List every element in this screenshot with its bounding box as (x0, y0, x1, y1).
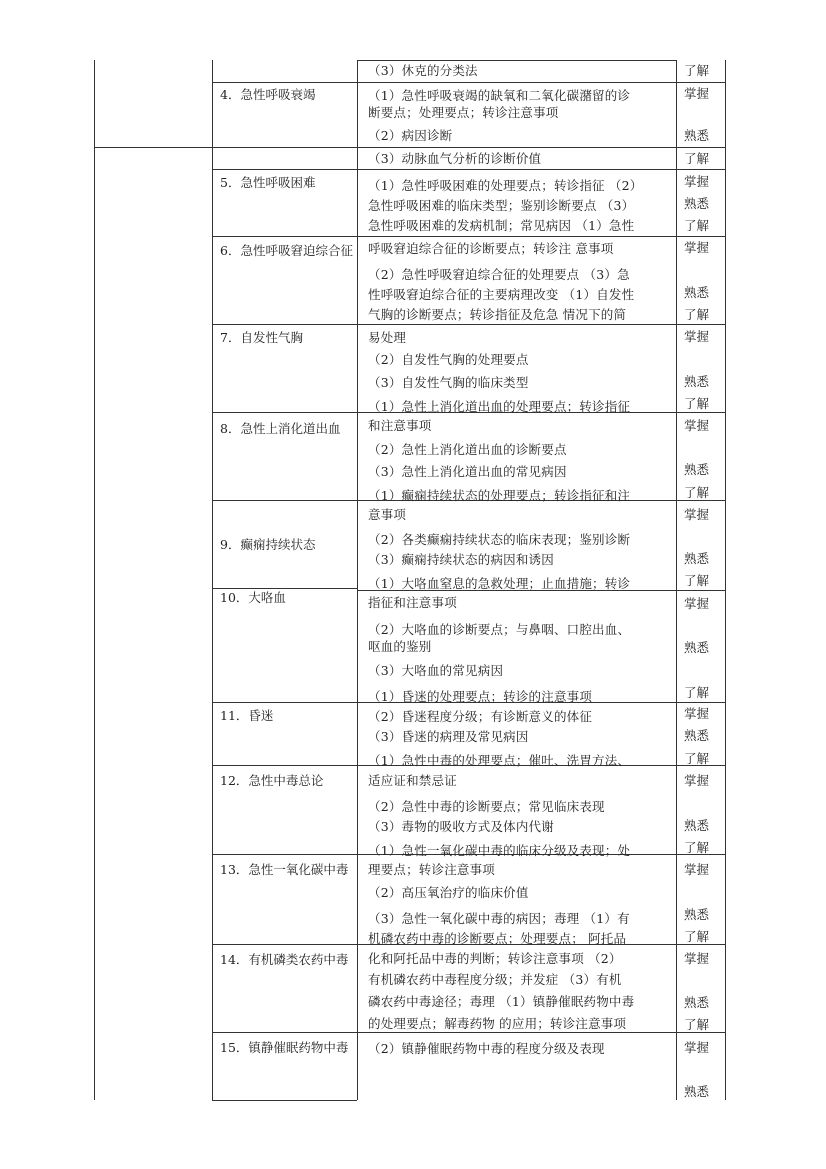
level-divider (676, 702, 726, 703)
content-line: 理要点；转诊注意事项 (368, 862, 496, 877)
level-label: 熟悉 (684, 728, 710, 743)
row-divider (212, 324, 357, 325)
content-line: 气胸的诊断要点；转诊指征及危急 情况下的简 (368, 307, 627, 322)
level-label: 掌握 (684, 86, 710, 101)
level-label: 掌握 (684, 862, 710, 877)
level-label: 了解 (684, 840, 710, 855)
row-divider (212, 169, 357, 170)
content-line: （1）急性上消化道出血的处理要点；转诊指征 (368, 399, 631, 414)
topic-cell: 6．急性呼吸窘迫综合征 (220, 243, 353, 258)
content-line: （3）急性上消化道出血的常见病因 (368, 464, 567, 479)
content-line: 意事项 (368, 507, 407, 522)
level-label: 掌握 (684, 418, 710, 433)
row-divider (212, 500, 357, 501)
content-line: （3）自发性气胸的临床类型 (368, 375, 529, 390)
content-line: （1）急性呼吸衰竭的缺氧和二氧化碳潴留的诊 (368, 88, 631, 103)
content-line: （3）昏迷的病理及常见病因 (368, 729, 529, 744)
topic-cell: 15．镇静催眠药物中毒 (220, 1040, 349, 1055)
row-divider (212, 944, 357, 945)
content-divider (357, 82, 677, 83)
level-label: 掌握 (684, 596, 710, 611)
level-label: 熟悉 (684, 285, 710, 300)
content-divider (357, 324, 677, 325)
content-line: 指征和注意事项 (368, 595, 457, 610)
content-line: （1）急性呼吸困难的处理要点；转诊指征 （2） (368, 178, 643, 193)
level-label: 熟悉 (684, 128, 710, 143)
level-label: 熟悉 (684, 196, 710, 211)
topic-cell: 8．急性上消化道出血 (220, 421, 341, 436)
content-line: （3）急性一氧化碳中毒的病因；毒理 （1）有 (368, 911, 630, 926)
level-divider (676, 590, 726, 591)
content-line: 的处理要点；解毒药物 的应用；转诊注意事项 (368, 1016, 627, 1031)
row-divider (212, 236, 357, 237)
content-line: （1）癫痫持续状态的处理要点；转诊指征和注 (368, 488, 631, 503)
level-label: 了解 (684, 573, 710, 588)
row-divider (212, 854, 357, 855)
level-label: 熟悉 (684, 907, 710, 922)
row-divider (212, 1032, 357, 1033)
content-line: （3）大咯血的常见病因 (368, 663, 504, 678)
content-line: 呼吸窘迫综合征的诊断要点；转诊注 意事项 (368, 241, 614, 256)
content-divider (357, 169, 677, 170)
level-label: 掌握 (684, 773, 710, 788)
content-line: 急性呼吸困难的发病机制；常见病因 （1）急性 (368, 218, 635, 233)
level-divider (676, 82, 726, 83)
row-divider (212, 82, 357, 83)
content-line: （2）病因诊断 (368, 128, 453, 143)
level-label: 掌握 (684, 507, 710, 522)
content-divider (357, 1032, 677, 1033)
row-divider (212, 702, 357, 703)
content-line: （2）镇静催眠药物中毒的程度分级及表现 (368, 1041, 605, 1056)
topic-cell: 4．急性呼吸衰竭 (220, 87, 316, 102)
level-label: 了解 (684, 396, 710, 411)
topic-cell: 11．昏迷 (220, 708, 274, 723)
topic-cell: 10．大咯血 (220, 590, 286, 605)
content-line: 有机磷农药中毒程度分级；并发症 （3）有机 (368, 972, 622, 987)
content-line: （2）大咯血的诊断要点；与鼻咽、口腔出血、 (368, 622, 631, 637)
content-line: （1）大咯血窒息的急救处理；止血措施；转诊 (368, 576, 631, 591)
content-line: 断要点；处理要点；转诊注意事项 (368, 105, 559, 120)
level-label: 熟悉 (684, 374, 710, 389)
row-divider (212, 412, 357, 413)
content-line: （3）休克的分类法 (368, 63, 478, 78)
row-divider (212, 765, 357, 766)
level-label: 了解 (684, 751, 710, 766)
content-divider (357, 147, 677, 148)
content-line: （2）急性呼吸窘迫综合征的处理要点 （3）急 (368, 267, 630, 282)
content-line: 适应证和禁忌证 (368, 773, 457, 788)
content-line: 呕血的鉴别 (368, 639, 432, 654)
level-label: 熟悉 (684, 818, 710, 833)
level-label: 了解 (684, 151, 710, 166)
content-line: 易处理 (368, 330, 407, 345)
level-label: 掌握 (684, 706, 710, 721)
content-divider (357, 236, 677, 237)
topic-cell: 9．癫痫持续状态 (220, 537, 316, 552)
level-label: 掌握 (684, 240, 710, 255)
content-line: （2）急性上消化道出血的诊断要点 (368, 442, 567, 457)
topic-cell: 13．急性一氧化碳中毒 (220, 862, 349, 877)
level-label: 熟悉 (684, 551, 710, 566)
level-label: 了解 (684, 307, 710, 322)
content-line: （3）动脉血气分析的诊断价值 (368, 151, 542, 166)
topic-cell: 7．自发性气胸 (220, 330, 303, 345)
content-line: （2）自发性气胸的处理要点 (368, 352, 529, 367)
level-label: 掌握 (684, 174, 710, 189)
level-divider (676, 412, 726, 413)
level-divider (676, 324, 726, 325)
content-line: 化和阿托品中毒的判断；转诊注意事项 （2） (368, 951, 622, 966)
level-label: 了解 (684, 929, 710, 944)
content-line: 磷农药中毒途径；毒理 （1）镇静催眠药物中毒 (368, 994, 635, 1009)
content-line: （2）昏迷程度分级；有诊断意义的体征 (368, 709, 593, 724)
content-line: （2）急性中毒的诊断要点；常见临床表现 (368, 799, 605, 814)
content-line: 急性呼吸困难的临床类型；鉴别诊断要点 （3） (368, 198, 635, 213)
content-line: （3）毒物的吸收方式及体内代谢 (368, 819, 554, 834)
level-label: 了解 (684, 63, 710, 78)
level-divider (676, 236, 726, 237)
content-line: （2）各类癫痫持续状态的临床表现；鉴别诊断 (368, 532, 631, 547)
level-label: 熟悉 (684, 640, 710, 655)
level-label: 熟悉 (684, 1084, 710, 1099)
content-line: （1）急性一氧化碳中毒的临床分级及表现；处 (368, 843, 631, 858)
content-line: （1）急性中毒的处理要点；催吐、洗胃方法、 (368, 753, 631, 768)
content-line: （1）昏迷的处理要点；转诊的注意事项 (368, 689, 593, 704)
topic-cell: 14．有机磷类农药中毒 (220, 952, 349, 967)
content-divider (357, 60, 677, 61)
topic-cell: 5．急性呼吸困难 (220, 175, 316, 190)
level-label: 掌握 (684, 329, 710, 344)
level-label: 熟悉 (684, 995, 710, 1010)
content-line: （3）癫痫持续状态的病因和诱因 (368, 552, 554, 567)
content-line: 和注意事项 (368, 418, 432, 433)
level-divider (676, 169, 726, 170)
level-label: 了解 (684, 685, 710, 700)
table-bottom-border (212, 1100, 357, 1101)
level-label: 了解 (684, 485, 710, 500)
topic-cell: 12．急性中毒总论 (220, 773, 324, 788)
level-label: 掌握 (684, 951, 710, 966)
level-label: 了解 (684, 218, 710, 233)
level-label: 熟悉 (684, 462, 710, 477)
content-line: 机磷农药中毒的诊断要点；处理要点； 阿托品 (368, 931, 627, 946)
table-border-left (94, 60, 95, 1100)
content-line: （2）高压氧治疗的临床价值 (368, 885, 529, 900)
level-label: 掌握 (684, 1040, 710, 1055)
content-line: 性呼吸窘迫综合征的主要病理改变 （1）自发性 (368, 287, 635, 302)
level-label: 了解 (684, 1017, 710, 1032)
